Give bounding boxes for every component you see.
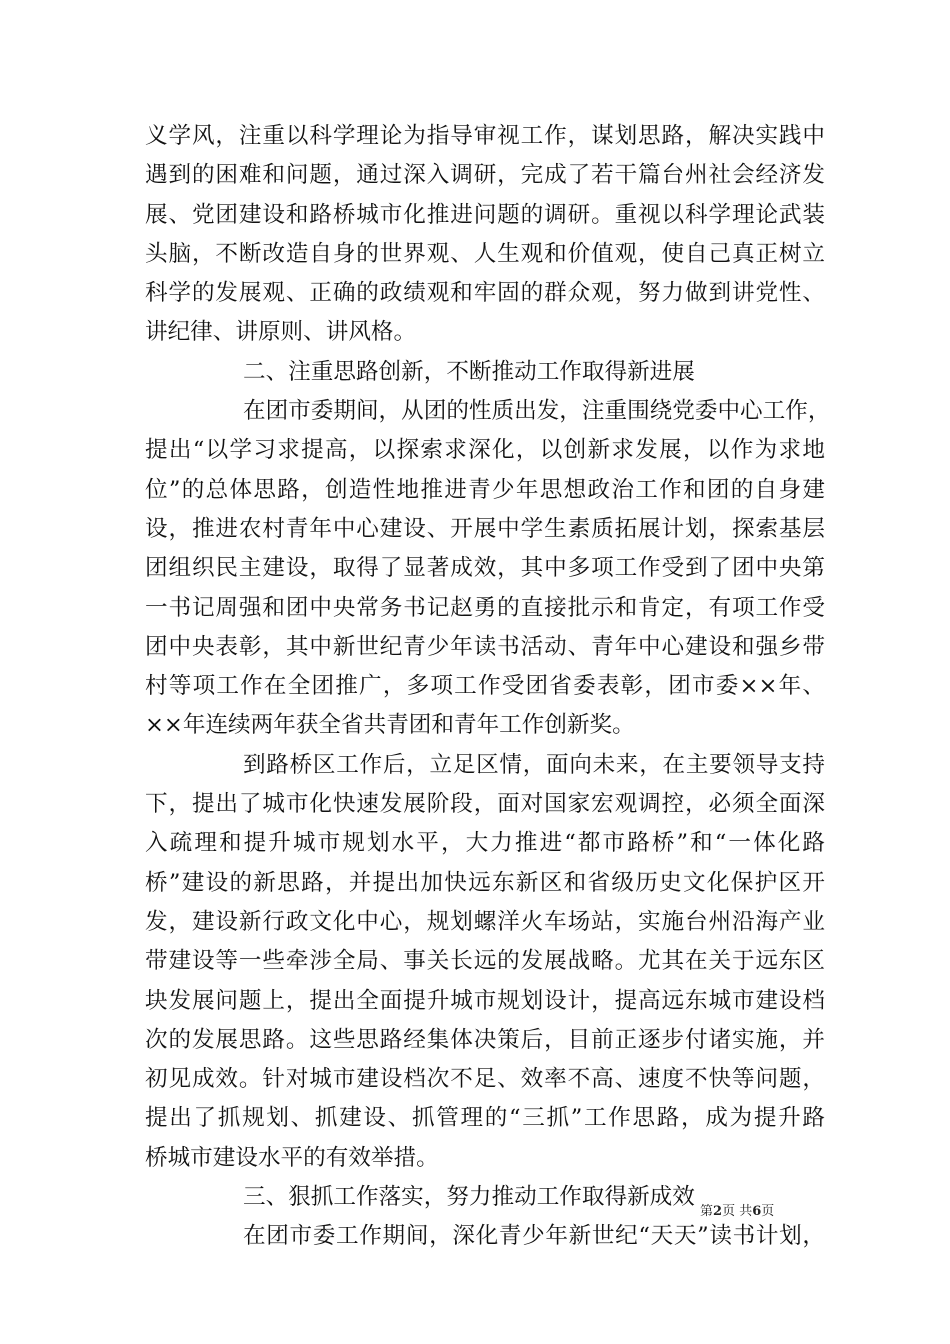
text-line: 桥城市建设水平的有效举措。	[145, 1144, 439, 1171]
text-line: 在团市委期间，从团的性质出发，注重围绕党委中心工作，	[243, 398, 831, 425]
text-line: 发，建设新行政文化中心，规划螺洋火车场站，实施台州沿海产业	[145, 908, 825, 935]
text-line: 到路桥区工作后，立足区情，面向未来，在主要领导支持	[243, 751, 825, 778]
page-footer	[700, 1203, 820, 1221]
text-line: 头脑，不断改造自身的世界观、人生观和价值观，使自己真正树立	[145, 240, 825, 267]
text-line: 一书记周强和团中央常务书记赵勇的直接批示和肯定，有项工作受	[145, 594, 825, 621]
footer-current-page: 2	[713, 1204, 723, 1219]
text-line: 设，推进农村青年中心建设、开展中学生素质拓展计划，探索基层	[145, 515, 825, 542]
text-line: 位”的总体思路，创造性地推进青少年思想政治工作和团的自身建	[145, 476, 825, 503]
text-line: 次的发展思路。这些思路经集体决策后，目前正逐步付诸实施，并	[145, 1026, 825, 1053]
section-heading: 二、注重思路创新，不断推动工作取得新进展	[243, 358, 695, 385]
text-line: 带建设等一些牵涉全局、事关长远的发展战略。尤其在关于远东区	[145, 948, 825, 975]
document-body	[145, 117, 831, 1257]
text-line: 入疏理和提升城市规划水平，大力推进“都市路桥”和“一体化路	[145, 830, 825, 857]
text-line: 团组织民主建设，取得了显著成效，其中多项工作受到了团中央第	[145, 555, 825, 582]
text-line: 展、党团建设和路桥城市化推进问题的调研。重视以科学理论武装	[145, 201, 825, 228]
text-line: ××年连续两年获全省共青团和青年工作创新奖。	[145, 712, 635, 739]
section-heading: 三、狠抓工作落实，努力推动工作取得新成效	[243, 1184, 695, 1211]
text-line: 桥”建设的新思路，并提出加快远东新区和省级历史文化保护区开	[145, 869, 825, 896]
text-line: 块发展问题上，提出全面提升城市规划设计，提高远东城市建设档	[145, 987, 825, 1014]
text-line: 在团市委工作期间，深化青少年新世纪“天天”读书计划，	[243, 1223, 825, 1250]
footer-suffix: 页	[761, 1204, 775, 1219]
text-line: 初见成效。针对城市建设档次不足、效率不高、速度不快等问题，	[145, 1066, 825, 1093]
text-line: 义学风，注重以科学理论为指导审视工作，谋划思路，解决实践中	[145, 123, 825, 149]
text-line: 下，提出了城市化快速发展阶段，面对国家宏观调控，必须全面深	[145, 791, 825, 818]
footer-total-pages: 6	[752, 1204, 762, 1219]
text-line: 讲纪律、讲原则、讲风格。	[145, 319, 417, 346]
text-line: 提出“以学习求提高，以探索求深化，以创新求发展，以作为求地	[145, 437, 825, 464]
text-line: 团中央表彰，其中新世纪青少年读书活动、青年中心建设和强乡带	[145, 633, 825, 660]
text-line: 科学的发展观、正确的政绩观和牢固的群众观，努力做到讲党性、	[145, 280, 825, 307]
text-line: 遇到的困难和问题，通过深入调研，完成了若干篇台州社会经济发	[145, 162, 825, 189]
footer-prefix: 第	[700, 1204, 714, 1219]
footer-middle: 页 共	[722, 1204, 753, 1219]
text-line: 村等项工作在全团推广，多项工作受团省委表彰，团市委××年、	[145, 673, 825, 700]
text-line: 提出了抓规划、抓建设、抓管理的“三抓”工作思路，成为提升路	[145, 1105, 825, 1132]
